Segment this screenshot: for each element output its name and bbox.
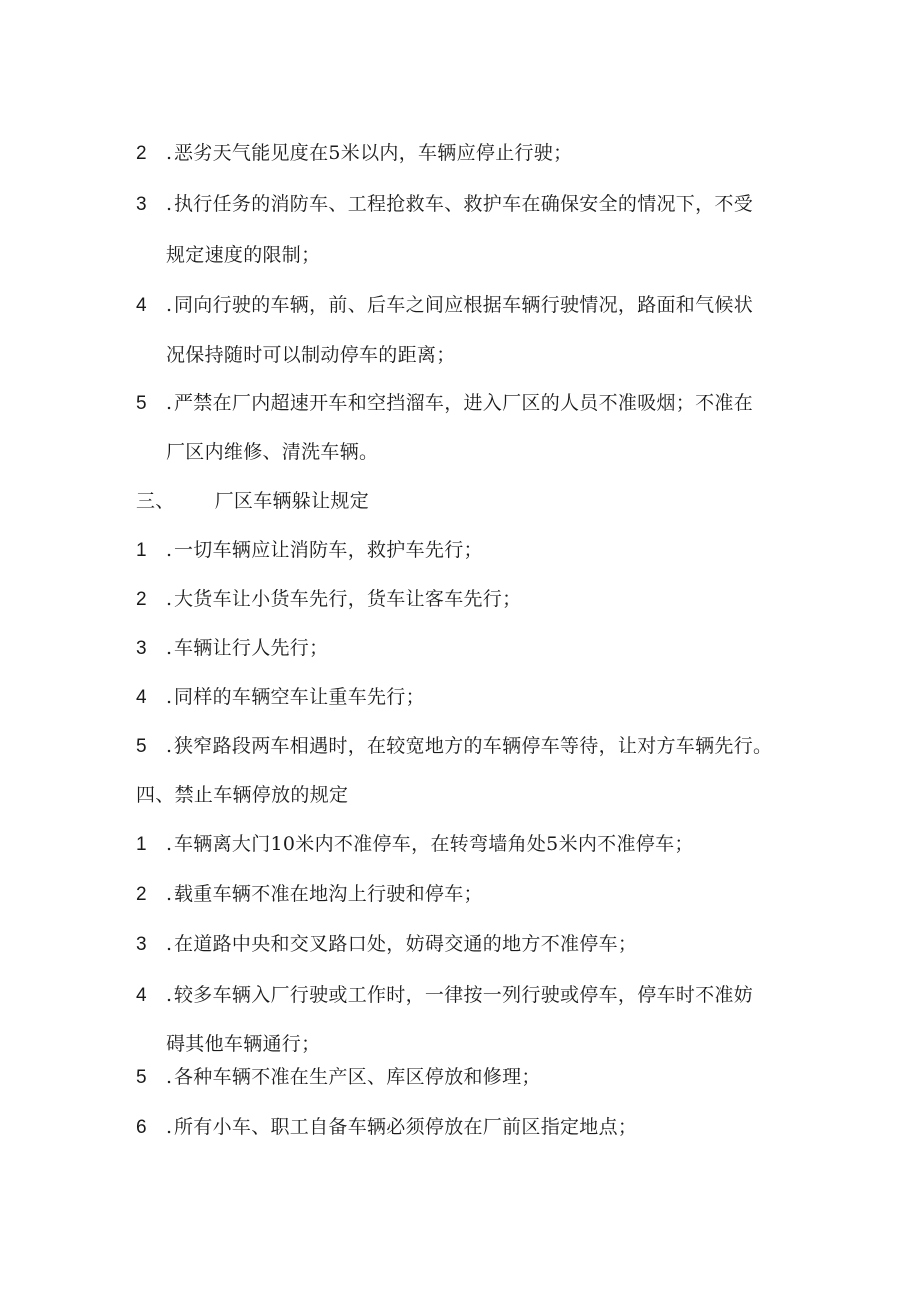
item-text: 况保持随时可以制动停车的距离；	[166, 344, 456, 366]
item-text: 车辆离大门10米内不准停车，在转弯墙角处5米内不准停车；	[174, 833, 694, 855]
list-item: 4 .同向行驶的车辆，前、后车之间应根据车辆行驶情况，路面和气候状	[136, 294, 754, 316]
heading-text: 四、禁止车辆停放的规定	[136, 784, 349, 806]
item-number: 2	[136, 884, 147, 905]
item-text: 恶劣天气能见度在5米以内，车辆应停止行驶；	[174, 142, 573, 164]
list-item: 5 .各种车辆不准在生产区、库区停放和修理；	[136, 1066, 541, 1088]
item-number: 1	[136, 834, 147, 855]
item-text: 载重车辆不准在地沟上行驶和停车；	[174, 883, 483, 905]
list-item: 5 .严禁在厂内超速开车和空挡溜车，进入厂区的人员不准吸烟；不准在	[136, 392, 754, 414]
item-text: 狭窄路段两车相遇时，在较宽地方的车辆停车等待，让对方车辆先行。	[174, 735, 773, 757]
list-item: 3 .执行任务的消防车、工程抢救车、救护车在确保安全的情况下，不受	[136, 193, 754, 215]
item-number: 4	[136, 295, 147, 316]
item-number: 3	[136, 638, 147, 659]
item-text: 同向行驶的车辆，前、后车之间应根据车辆行驶情况，路面和气候状	[174, 294, 754, 316]
list-item-continuation	[166, 1032, 320, 1056]
section-heading	[136, 489, 369, 513]
list-item: 2 .载重车辆不准在地沟上行驶和停车；	[136, 883, 483, 905]
item-number: 3	[136, 934, 147, 955]
heading-text: 厂区车辆躲让规定	[214, 490, 370, 512]
item-number: 1	[136, 540, 147, 561]
list-item: 3 .在道路中央和交叉路口处，妨碍交通的地方不准停车；	[136, 933, 638, 955]
item-number: 2	[136, 589, 147, 610]
item-number: 4	[136, 687, 147, 708]
item-text: 严禁在厂内超速开车和空挡溜车，进入厂区的人员不准吸烟；不准在	[174, 392, 754, 414]
list-item: 3 .车辆让行人先行；	[136, 637, 329, 659]
item-number: 5	[136, 393, 147, 414]
item-text: 碍其他车辆通行；	[166, 1033, 321, 1055]
list-item-continuation	[166, 243, 320, 267]
item-number: 4	[136, 985, 147, 1006]
item-text: 各种车辆不准在生产区、库区停放和修理；	[174, 1066, 541, 1088]
item-text: 大货车让小货车先行，货车让客车先行；	[174, 588, 522, 610]
item-number: 5	[136, 1067, 147, 1088]
item-number: 5	[136, 736, 147, 757]
list-item-continuation	[166, 343, 456, 367]
list-item: 1 .车辆离大门10米内不准停车，在转弯墙角处5米内不准停车；	[136, 833, 694, 855]
item-text: 厂区内维修、清洗车辆。	[166, 441, 379, 463]
list-item: 1 .一切车辆应让消防车，救护车先行；	[136, 539, 483, 561]
list-item: 6 .所有小车、职工自备车辆必须停放在厂前区指定地点；	[136, 1116, 638, 1138]
heading-number: 三、	[136, 490, 175, 512]
item-number: 3	[136, 194, 147, 215]
item-number: 6	[136, 1117, 147, 1138]
list-item: 2 .恶劣天气能见度在5米以内，车辆应停止行驶；	[136, 142, 573, 164]
list-item: 4 .同样的车辆空车让重车先行；	[136, 686, 425, 708]
item-text: 较多车辆入厂行驶或工作时，一律按一列行驶或停车，停车时不准妨	[174, 984, 754, 1006]
item-text: 同样的车辆空车让重车先行；	[174, 686, 425, 708]
section-heading	[136, 783, 348, 807]
list-item-continuation	[166, 440, 378, 464]
item-text: 规定速度的限制；	[166, 244, 321, 266]
item-text: 在道路中央和交叉路口处，妨碍交通的地方不准停车；	[174, 933, 638, 955]
item-text: 执行任务的消防车、工程抢救车、救护车在确保安全的情况下，不受	[174, 193, 754, 215]
item-text: 所有小车、职工自备车辆必须停放在厂前区指定地点；	[174, 1116, 638, 1138]
list-item: 5 .狭窄路段两车相遇时，在较宽地方的车辆停车等待，让对方车辆先行。	[136, 735, 773, 757]
list-item: 2 .大货车让小货车先行，货车让客车先行；	[136, 588, 522, 610]
item-text: 车辆让行人先行；	[174, 637, 329, 659]
list-item: 4 .较多车辆入厂行驶或工作时，一律按一列行驶或停车，停车时不准妨	[136, 984, 754, 1006]
item-number: 2	[136, 143, 147, 164]
item-text: 一切车辆应让消防车，救护车先行；	[174, 539, 483, 561]
